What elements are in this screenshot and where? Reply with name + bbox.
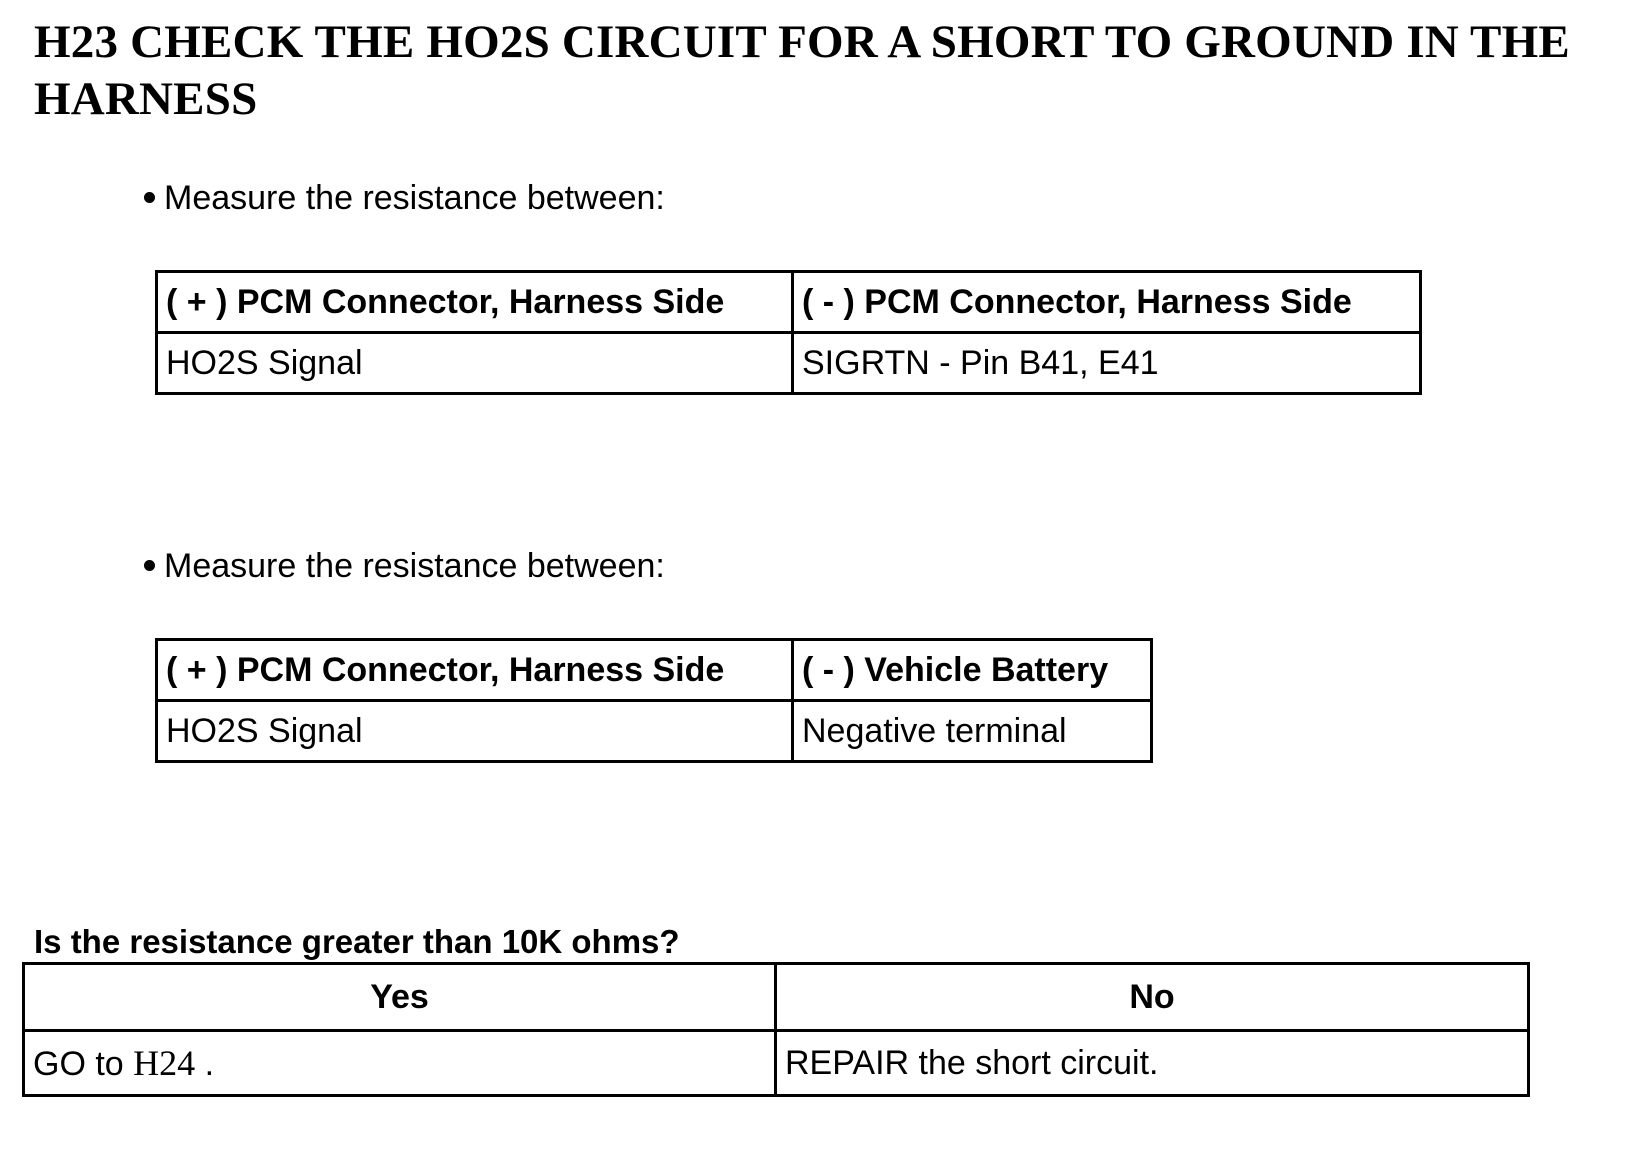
vehicle-battery-header: ( - ) Vehicle Battery [793, 640, 1152, 701]
plus-connector-header: ( + ) PCM Connector, Harness Side [157, 272, 793, 333]
decision-question: Is the resistance greater than 10K ohms? [34, 923, 680, 960]
table-row [157, 333, 1421, 394]
next-step-link[interactable]: H24 [133, 1043, 196, 1083]
step-2-instruction [144, 546, 665, 586]
plus-connector-value: HO2S Signal [157, 701, 793, 762]
no-action: REPAIR the short circuit. [776, 1031, 1529, 1096]
battery-terminal-value: Negative terminal [793, 701, 1152, 762]
step-1-instruction [144, 178, 665, 218]
minus-connector-header: ( - ) PCM Connector, Harness Side [793, 272, 1421, 333]
table-header-row [157, 640, 1152, 701]
table-header-row [157, 272, 1421, 333]
yes-action-suffix: . [204, 1045, 215, 1083]
yes-header: Yes [24, 964, 776, 1031]
minus-connector-value: SIGRTN - Pin B41, E41 [793, 333, 1421, 394]
bullet-icon [144, 192, 155, 203]
yes-action-prefix: GO to [33, 1045, 124, 1083]
step-2-instruction-text: Measure the resistance between: [164, 547, 665, 585]
plus-connector-value: HO2S Signal [157, 333, 793, 394]
measurement-table-1 [155, 270, 1422, 395]
bullet-icon [144, 560, 155, 571]
decision-table [22, 962, 1530, 1097]
measurement-table-2 [155, 638, 1153, 763]
page-title: H23 CHECK THE HO2S CIRCUIT FOR A SHORT TO GROUND IN THE HARNESS [34, 16, 1570, 125]
table-row [157, 701, 1152, 762]
yes-action [24, 1031, 776, 1096]
plus-connector-header: ( + ) PCM Connector, Harness Side [157, 640, 793, 701]
table-row [24, 1031, 1529, 1096]
step-1-instruction-text: Measure the resistance between: [164, 179, 665, 217]
table-header-row [24, 964, 1529, 1031]
no-header: No [776, 964, 1529, 1031]
